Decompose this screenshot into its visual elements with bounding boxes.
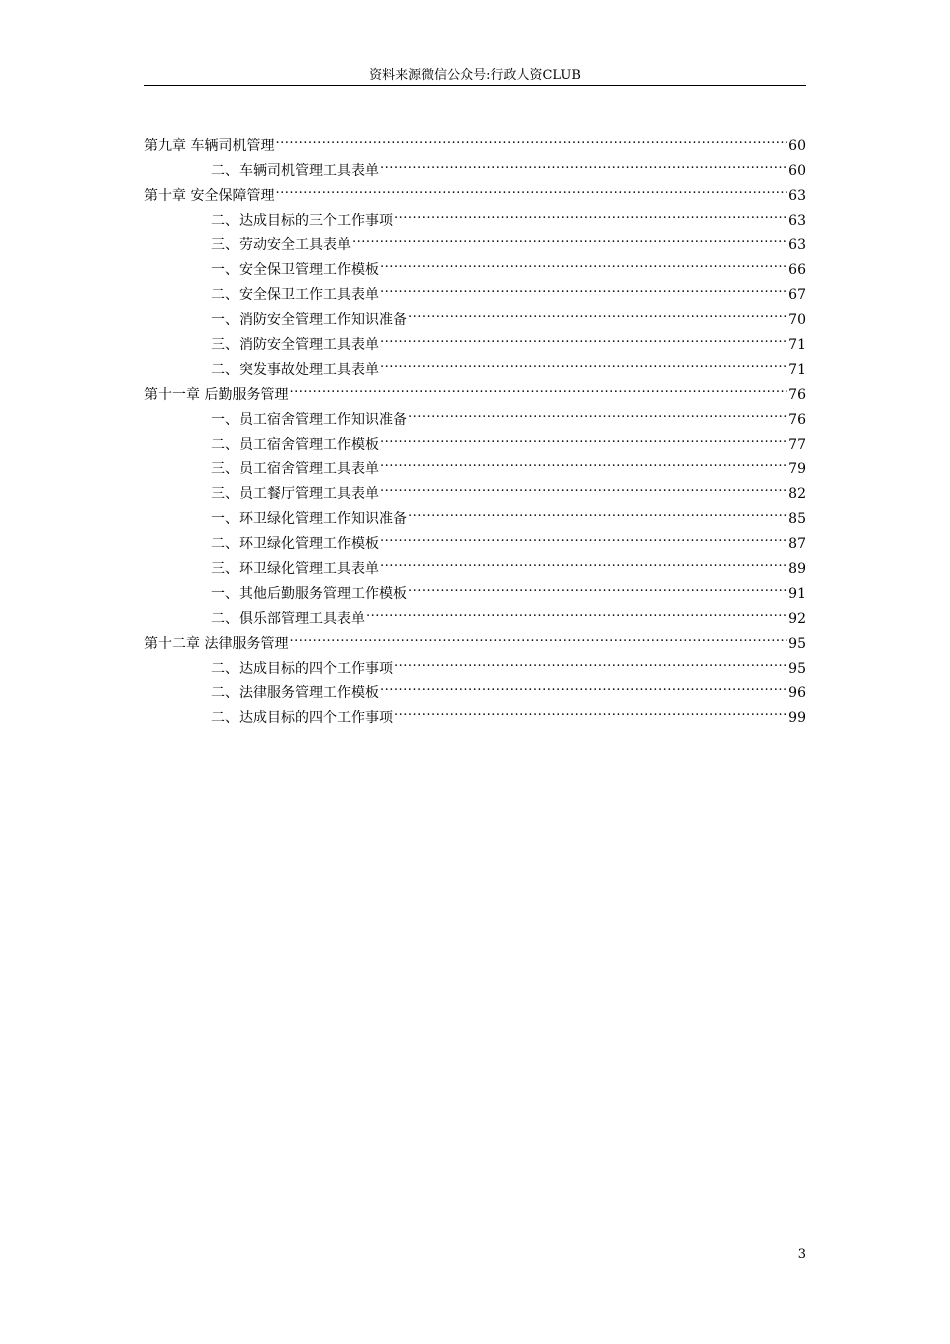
toc-dot-leader xyxy=(380,424,787,449)
toc-entry-title: 一、安全保卫管理工作模板 xyxy=(211,262,379,279)
toc-entry-title: 二、法律服务管理工作模板 xyxy=(211,685,379,702)
toc-dot-leader xyxy=(408,498,787,523)
toc-chapter-entry[interactable] xyxy=(144,125,806,154)
toc-dot-leader xyxy=(380,449,787,474)
toc-dot-leader xyxy=(289,623,787,648)
toc-entry-page: 71 xyxy=(788,337,806,354)
toc-entry-page: 70 xyxy=(788,312,806,329)
toc-dot-leader xyxy=(380,274,787,299)
toc-entry-title: 第十一章 后勤服务管理 xyxy=(144,386,289,403)
page-header: 资料来源微信公众号:行政人资CLUB xyxy=(369,68,581,83)
toc-entry-page: 99 xyxy=(788,710,806,727)
toc-entry-title: 第十二章 法律服务管理 xyxy=(144,635,289,652)
toc-entry-title: 第九章 车辆司机管理 xyxy=(144,137,275,154)
toc-dot-leader xyxy=(380,150,787,175)
toc-entry-title: 一、消防安全管理工作知识准备 xyxy=(211,312,407,329)
toc-entry-title: 二、达成目标的四个工作事项 xyxy=(211,660,393,677)
toc-entry-page: 95 xyxy=(788,635,806,652)
toc-entry-page: 96 xyxy=(788,685,806,702)
toc-dot-leader xyxy=(380,324,787,349)
toc-entry-page: 63 xyxy=(788,237,806,254)
toc-dot-leader xyxy=(275,125,787,150)
toc-dot-leader xyxy=(289,374,787,399)
toc-dot-leader xyxy=(380,523,787,548)
toc-entry-page: 79 xyxy=(788,461,806,478)
toc-entry-title: 二、安全保卫工作工具表单 xyxy=(211,287,379,304)
toc-entry-page: 66 xyxy=(788,262,806,279)
toc-dot-leader xyxy=(380,249,787,274)
toc-entry-title: 一、环卫绿化管理工作知识准备 xyxy=(211,511,407,528)
table-of-contents xyxy=(144,125,806,727)
toc-entry-title: 二、达成目标的三个工作事项 xyxy=(211,212,393,229)
toc-entry-title: 二、俱乐部管理工具表单 xyxy=(211,610,365,627)
toc-entry-page: 63 xyxy=(788,187,806,204)
toc-entry-title: 三、环卫绿化管理工具表单 xyxy=(211,561,379,578)
toc-dot-leader xyxy=(394,200,787,225)
toc-dot-leader xyxy=(380,473,787,498)
toc-entry-page: 60 xyxy=(788,137,806,154)
toc-entry-page: 85 xyxy=(788,511,806,528)
toc-entry-title: 三、劳动安全工具表单 xyxy=(211,237,351,254)
toc-entry-page: 92 xyxy=(788,610,806,627)
toc-dot-leader xyxy=(275,175,787,200)
toc-entry-title: 一、其他后勤服务管理工作模板 xyxy=(211,585,407,602)
toc-entry-page: 63 xyxy=(788,212,806,229)
toc-entry-title: 二、达成目标的四个工作事项 xyxy=(211,710,393,727)
toc-dot-leader xyxy=(408,573,787,598)
toc-entry-title: 三、消防安全管理工具表单 xyxy=(211,337,379,354)
toc-entry-page: 91 xyxy=(788,585,806,602)
toc-entry-page: 82 xyxy=(788,486,806,503)
toc-dot-leader xyxy=(366,598,787,623)
toc-dot-leader xyxy=(394,697,787,722)
toc-dot-leader xyxy=(380,673,787,698)
toc-dot-leader xyxy=(408,299,787,324)
toc-dot-leader xyxy=(352,225,787,250)
toc-entry-page: 76 xyxy=(788,411,806,428)
toc-entry-page: 67 xyxy=(788,287,806,304)
toc-entry-title: 二、突发事故处理工具表单 xyxy=(211,361,379,378)
toc-entry-title: 二、车辆司机管理工具表单 xyxy=(211,162,379,179)
toc-entry-page: 77 xyxy=(788,436,806,453)
toc-dot-leader xyxy=(408,399,787,424)
toc-dot-leader xyxy=(394,648,787,673)
toc-entry-title: 二、环卫绿化管理工作模板 xyxy=(211,536,379,553)
toc-dot-leader xyxy=(380,548,787,573)
toc-entry-title: 三、员工宿舍管理工具表单 xyxy=(211,461,379,478)
toc-entry-title: 二、员工宿舍管理工作模板 xyxy=(211,436,379,453)
toc-entry-page: 95 xyxy=(788,660,806,677)
toc-entry-title: 一、员工宿舍管理工作知识准备 xyxy=(211,411,407,428)
toc-entry-page: 71 xyxy=(788,361,806,378)
header-rule xyxy=(144,85,806,86)
toc-entry-page: 87 xyxy=(788,536,806,553)
page-number: 3 xyxy=(797,1247,806,1262)
toc-entry-page: 60 xyxy=(788,162,806,179)
toc-entry-title: 第十章 安全保障管理 xyxy=(144,187,275,204)
toc-entry-page: 76 xyxy=(788,386,806,403)
toc-entry-page: 89 xyxy=(788,561,806,578)
toc-entry-title: 三、员工餐厅管理工具表单 xyxy=(211,486,379,503)
toc-dot-leader xyxy=(380,349,787,374)
